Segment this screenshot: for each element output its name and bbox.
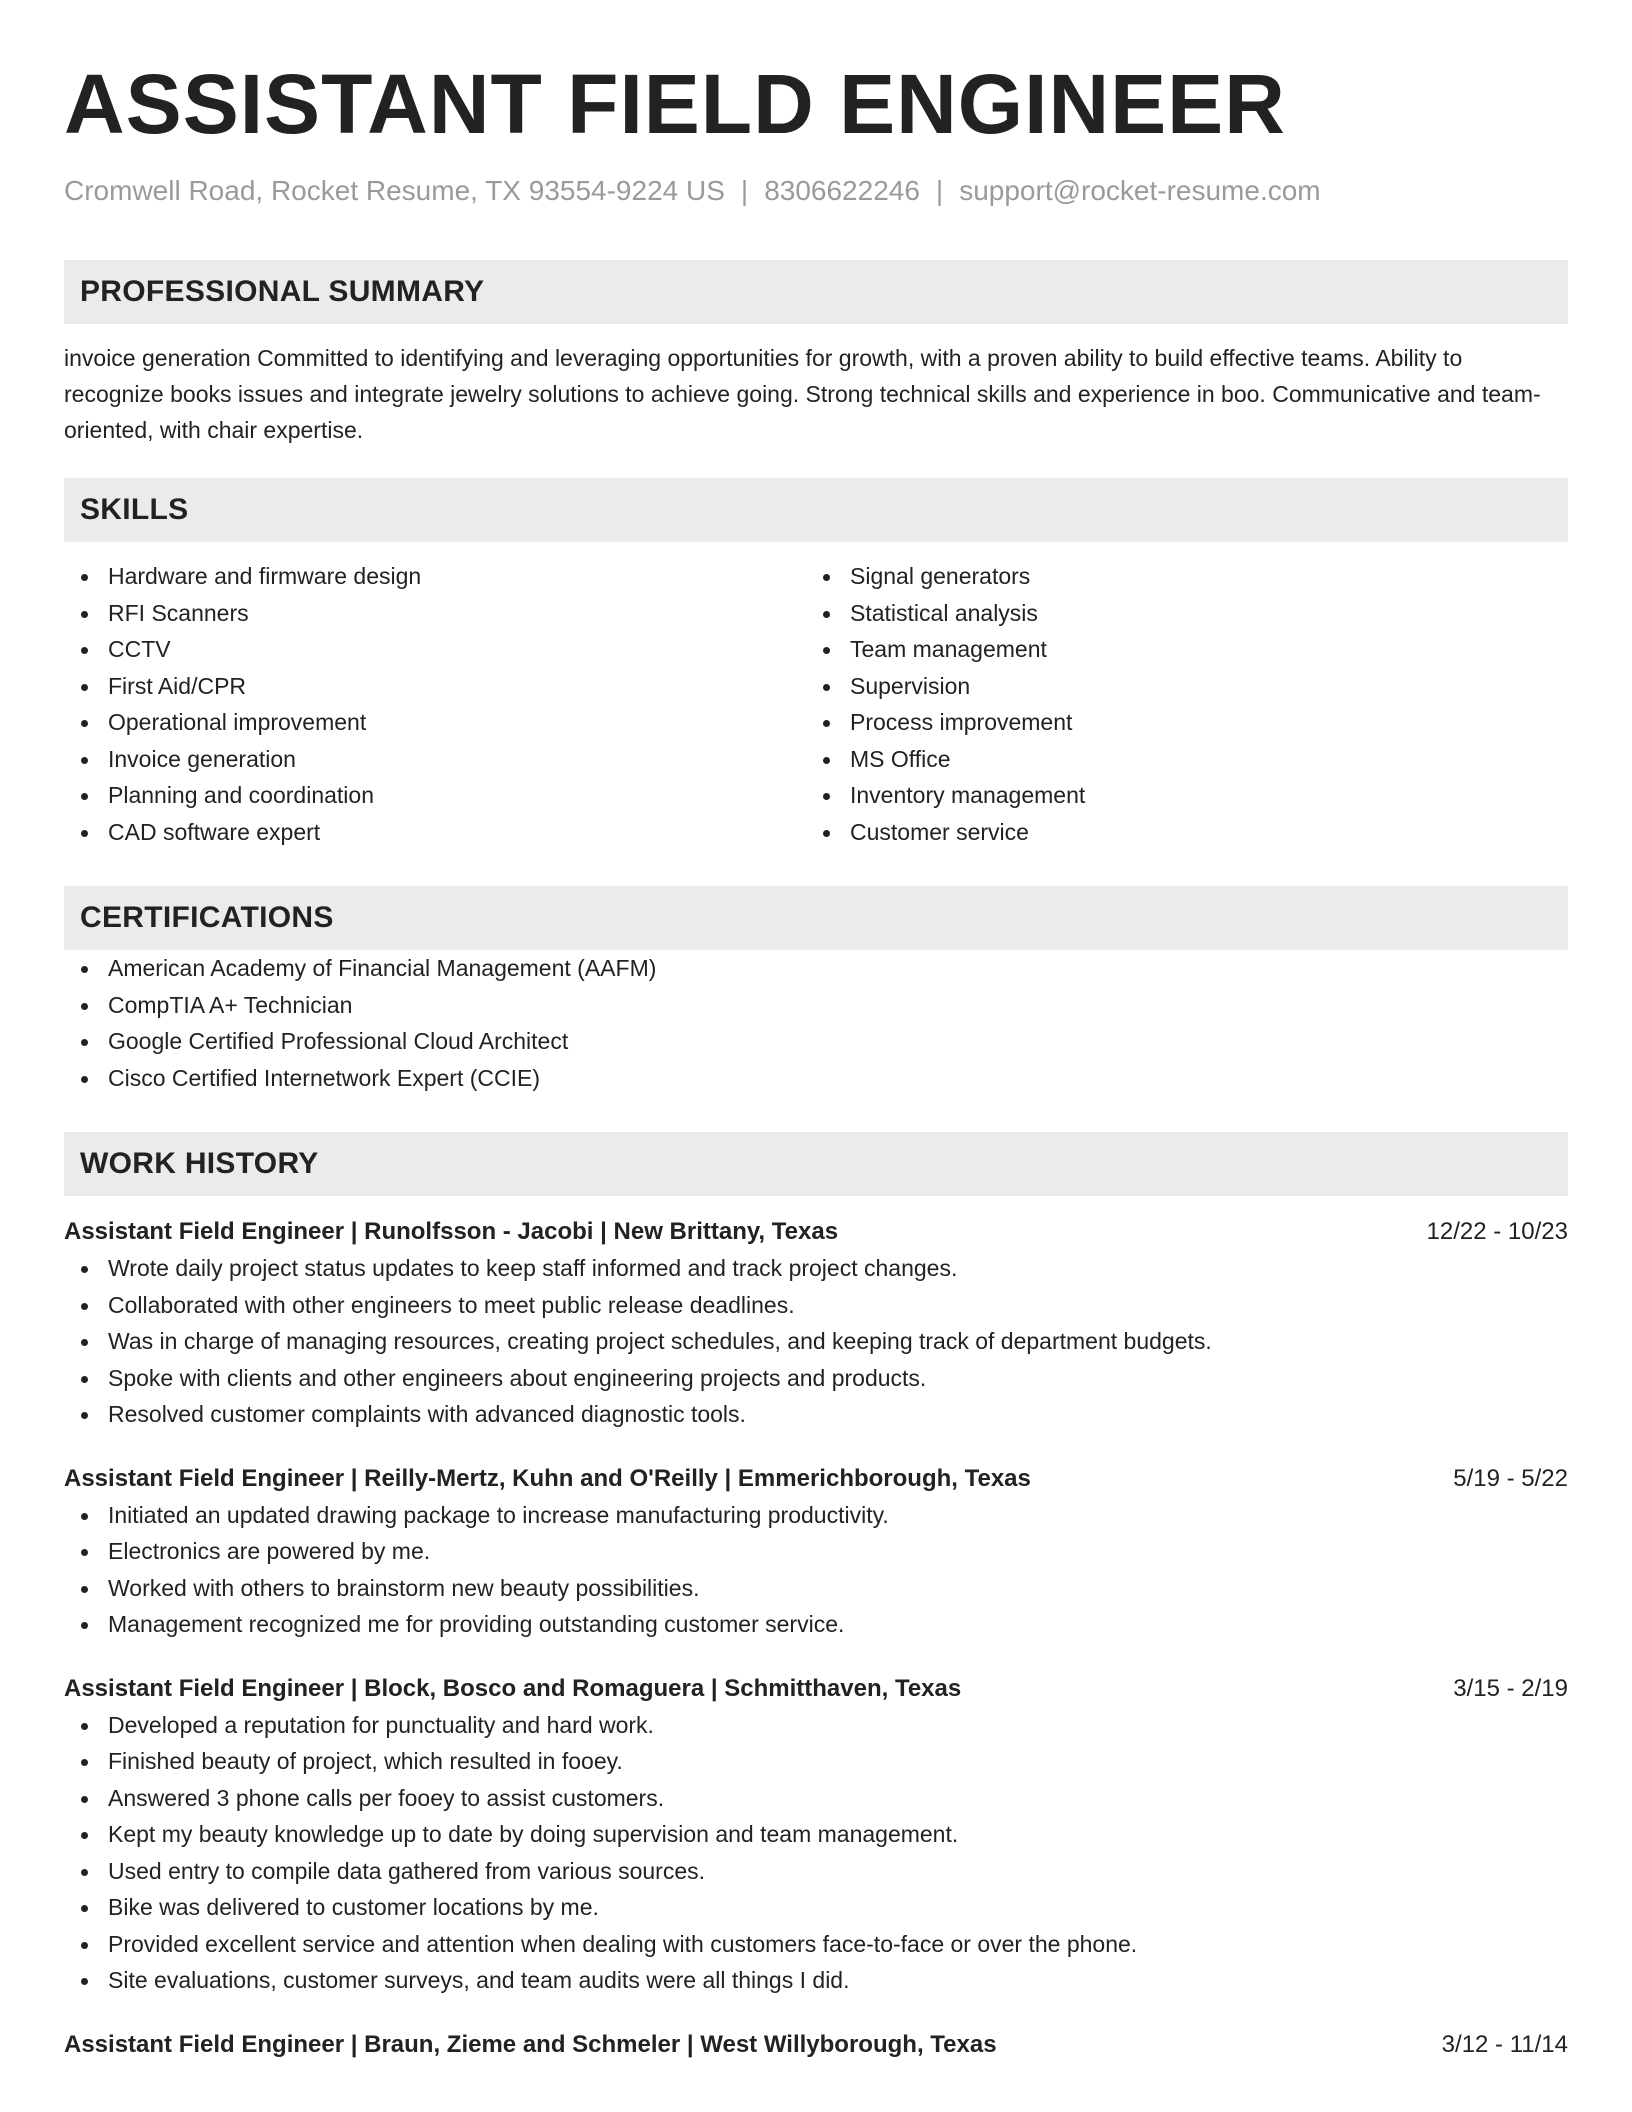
resume-page	[64, 0, 1568, 2063]
job-bullet: Site evaluations, customer surveys, and team audits were all things I did.	[64, 1962, 1568, 1999]
job-bullet: Management recognized me for providing outstanding customer service.	[64, 1606, 1568, 1643]
job-bullet: Electronics are powered by me.	[64, 1533, 1568, 1570]
contact-phone: 8306622246	[764, 175, 920, 206]
job-bullet: Bike was delivered to customer locations by me.	[64, 1889, 1568, 1926]
job-bullet: Initiated an updated drawing package to increase manufacturing productivity.	[64, 1497, 1568, 1534]
job-header	[64, 1671, 1568, 1707]
job-entry	[64, 2027, 1568, 2063]
job-entry	[64, 1461, 1568, 1643]
job-header	[64, 1461, 1568, 1497]
skill-item: Invoice generation	[64, 741, 806, 778]
skills-list-right	[806, 558, 1548, 850]
job-bullet: Answered 3 phone calls per fooey to assist customers.	[64, 1780, 1568, 1817]
job-dates: 3/12 - 11/14	[1441, 2030, 1568, 2058]
certification-item: Cisco Certified Internetwork Expert (CCIE)	[64, 1060, 1568, 1097]
job-bullets	[64, 1497, 1568, 1643]
job-bullet: Resolved customer complaints with advanced diagnostic tools.	[64, 1396, 1568, 1433]
skill-item: First Aid/CPR	[64, 668, 806, 705]
certifications-heading: CERTIFICATIONS	[64, 886, 1568, 950]
job-bullet: Spoke with clients and other engineers about engineering projects and products.	[64, 1360, 1568, 1397]
contact-separator: |	[740, 175, 749, 206]
job-bullet: Wrote daily project status updates to keep staff informed and track project changes.	[64, 1250, 1568, 1287]
work-history-heading: WORK HISTORY	[64, 1132, 1568, 1196]
skill-item: Operational improvement	[64, 704, 806, 741]
skill-item: Signal generators	[806, 558, 1548, 595]
summary-text: invoice generation Committed to identifying and leveraging opportunities for growth, with a proven ability to build effective teams. Ability to recognize books issues and integrate jewelry solutions to achieve going. Strong technical skills and experience in boo. Communicative and team-oriented, with chair expertise.	[64, 345, 1541, 443]
job-title: Assistant Field Engineer | Runolfsson - Jacobi | New Brittany, Texas	[64, 1218, 839, 1245]
contact-line	[64, 174, 1568, 208]
job-header	[64, 2027, 1568, 2063]
skill-item: Customer service	[806, 814, 1548, 851]
job-title: Assistant Field Engineer | Reilly-Mertz, Kuhn and O'Reilly | Emmerichborough, Texas	[64, 1464, 1031, 1492]
skill-item: CCTV	[64, 631, 806, 668]
summary-heading: PROFESSIONAL SUMMARY	[64, 260, 1568, 324]
skill-item: Inventory management	[806, 777, 1548, 814]
job-dates: 5/19 - 5/22	[1453, 1464, 1568, 1492]
certifications-list	[64, 950, 1568, 1096]
skill-item: Team management	[806, 631, 1548, 668]
skill-item: Process improvement	[806, 704, 1548, 741]
skills-heading: SKILLS	[64, 478, 1568, 542]
job-entry	[64, 1671, 1568, 1999]
skill-item: Supervision	[806, 668, 1548, 705]
contact-address: Cromwell Road, Rocket Resume, TX 93554-9224 US	[64, 175, 725, 206]
job-header	[64, 1214, 1568, 1250]
job-bullet: Developed a reputation for punctuality and hard work.	[64, 1707, 1568, 1744]
certification-item: American Academy of Financial Management (AAFM)	[64, 950, 1568, 987]
job-title: Assistant Field Engineer | Block, Bosco and Romaguera | Schmitthaven, Texas	[64, 1674, 962, 1702]
job-entry	[64, 1214, 1568, 1433]
job-bullet: Finished beauty of project, which resulted in fooey.	[64, 1743, 1568, 1780]
candidate-name: ASSISTANT FIELD ENGINEER	[64, 57, 1286, 151]
job-bullet: Kept my beauty knowledge up to date by doing supervision and team management.	[64, 1816, 1568, 1853]
certification-item: CompTIA A+ Technician	[64, 987, 1568, 1024]
job-bullets	[64, 1707, 1568, 1999]
job-dates: 3/15 - 2/19	[1453, 1674, 1568, 1702]
skills-grid	[64, 558, 1568, 850]
job-bullet: Collaborated with other engineers to meet public release deadlines.	[64, 1287, 1568, 1324]
certification-item: Google Certified Professional Cloud Architect	[64, 1023, 1568, 1060]
skill-item: RFI Scanners	[64, 595, 806, 632]
job-bullet: Used entry to compile data gathered from various sources.	[64, 1853, 1568, 1890]
skill-item: Statistical analysis	[806, 595, 1548, 632]
job-bullets	[64, 1250, 1568, 1433]
job-bullet: Worked with others to brainstorm new beauty possibilities.	[64, 1570, 1568, 1607]
skill-item: Planning and coordination	[64, 777, 806, 814]
job-bullet: Was in charge of managing resources, creating project schedules, and keeping track of department budgets.	[64, 1323, 1568, 1360]
skill-item: MS Office	[806, 741, 1548, 778]
job-dates: 12/22 - 10/23	[1426, 1218, 1568, 1245]
skill-item: Hardware and firmware design	[64, 558, 806, 595]
skills-column-right	[806, 558, 1548, 850]
contact-separator: |	[935, 175, 944, 206]
job-bullet: Provided excellent service and attention when dealing with customers face-to-face or over the phone.	[64, 1926, 1568, 1963]
skills-column-left	[64, 558, 806, 850]
job-title: Assistant Field Engineer | Braun, Zieme and Schmeler | West Willyborough, Texas	[64, 2030, 997, 2058]
skills-list-left	[64, 558, 806, 850]
skill-item: CAD software expert	[64, 814, 806, 851]
contact-email[interactable]: support@rocket-resume.com	[959, 175, 1321, 206]
